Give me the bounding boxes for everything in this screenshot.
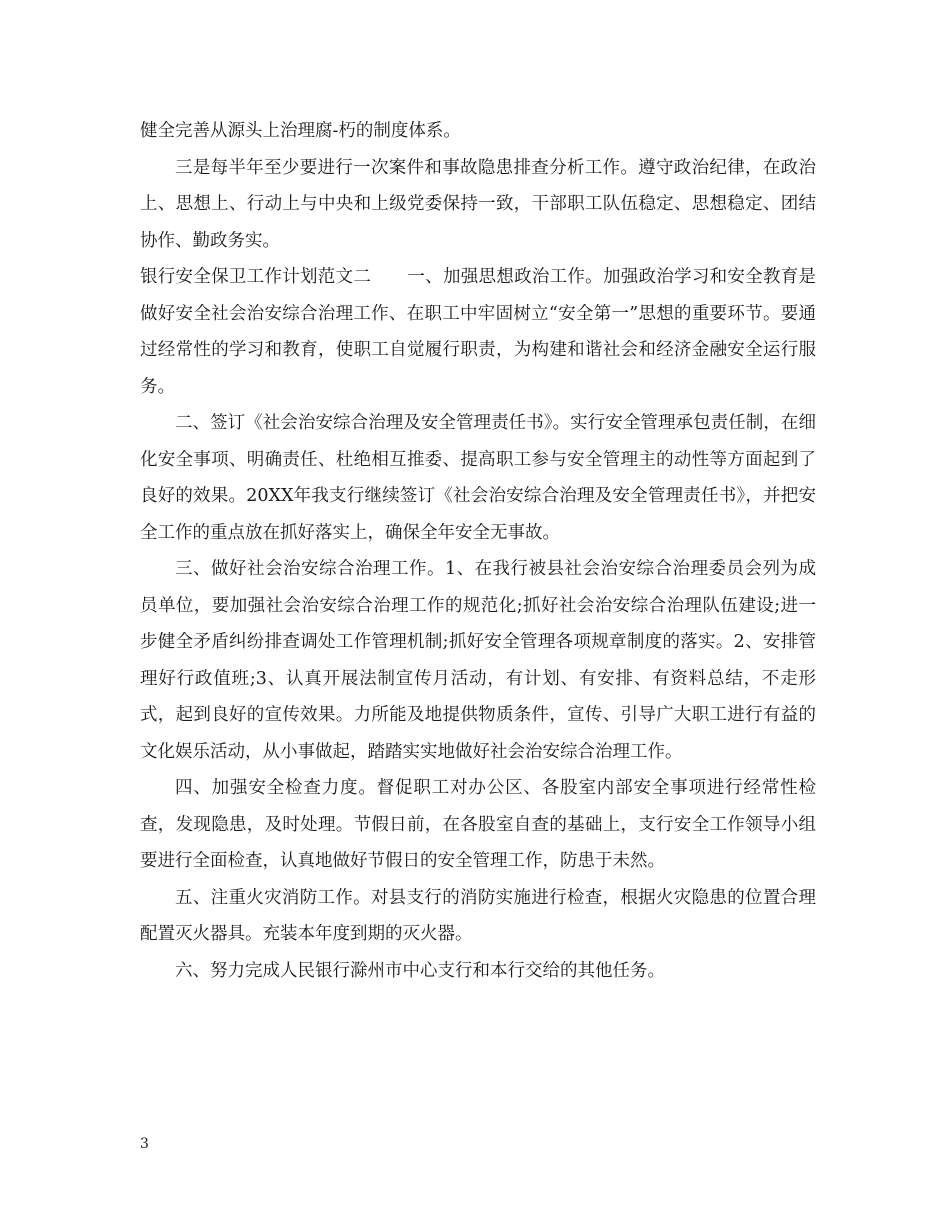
paragraph-text: 一、加强思想政治工作。加强政治学习和安全教育是做好安全社会治安综合治理工作、在职工中牢固树立“安全第一”思想的重要环节。要通过经常性的学习和教育，使职工自觉履行职责，为构建和谐社会和经济金融安全运行服务。 [140,267,817,397]
paragraph: 二、签订《社会治安综合治理及安全管理责任书》。实行安全管理承包责任制，在细化安全事项、明确责任、杜绝相互推委、提高职工参与安全管理主的动性等方面起到了良好的效果。20XX年我支行继续签订《社会治安综合治理及安全管理责任书》，并把安全工作的重点放在抓好落实上，确保全年安全无事故。 [140,413,816,543]
paragraph: 健全完善从源头上治理腐-朽的制度体系。 [140,121,461,141]
page-number: 3 [140,1136,149,1152]
paragraph: 五、注重火灾消防工作。对县支行的消防实施进行检查，根据火灾隐患的位置合理配置灭火器具。充装本年度到期的灭火器。 [140,887,816,944]
paragraph-with-heading [140,259,816,405]
paragraph: 六、努力完成人民银行滁州市中心支行和本行交给的其他任务。 [175,960,665,981]
paragraph: 四、加强安全检查力度。督促职工对办公区、各股室内部安全事项进行经常性检查，发现隐患，及时处理。节假日前，在各股室自查的基础上，支行安全工作领导小组要进行全面检查，认真地做好节假日的安全管理工作，防患于未然。 [140,778,816,871]
document-body [140,113,816,989]
paragraph: 三是每半年至少要进行一次案件和事故隐患排查分析工作。遵守政治纪律，在政治上、思想上、行动上与中央和上级党委保持一致，干部职工队伍稳定、思想稳定、团结协作、勤政务实。 [140,157,816,251]
paragraph: 三、做好社会治安综合治理工作。1、在我行被县社会治安综合治理委员会列为成员单位，要加强社会治安综合治理工作的规范化;抓好社会治安综合治理队伍建设;进一步健全矛盾纠纷排查调处工作管理机制;抓好安全管理各项规章制度的落实。2、安排管理好行政值班;3、认真开展法制宣传月活动，有计划、有安排、有资料总结，不走形式，起到良好的宣传效果。力所能及地提供物质条件，宣传、引导广大职工进行有益的文化娱乐活动，从小事做起，踏踏实实地做好社会治安综合治理工作。 [140,559,816,762]
section-heading: 银行安全保卫工作计划范文二 [140,267,372,287]
